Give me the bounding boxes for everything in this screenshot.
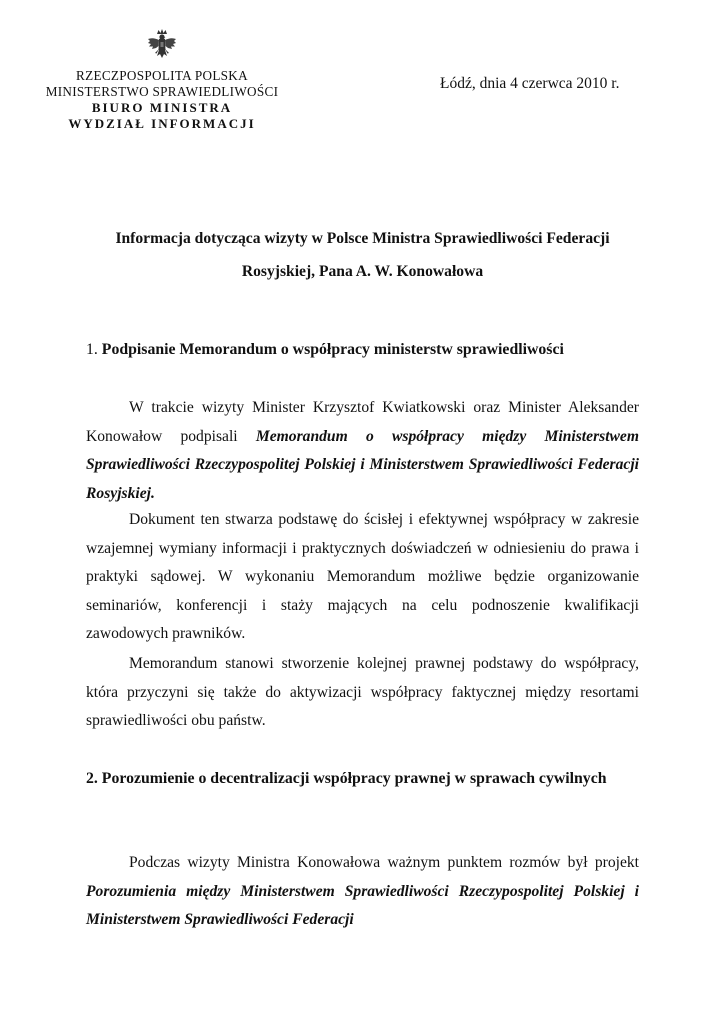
section-2-paragraph-1 <box>86 849 639 935</box>
section-1-paragraph-1 <box>86 394 639 508</box>
letterhead-line-country: RZECZPOSPOLITA POLSKA <box>76 68 248 83</box>
section-1-memorandum-title: Memorandum o współpracy między Ministerstwem Sprawiedliwości Rzeczypospolitej Polskiej i Ministerstwem Sprawiedliwości Federacji Rosyjskiej. <box>86 427 639 502</box>
section-1-paragraph-2-text: Dokument ten stwarza podstawę do ścisłej i efektywnej współpracy w zakresie wzajemnej wymiany informacji i praktycznych doświadczeń w odniesieniu do prawa i praktyki sądowej. W wykonaniu Memorandum możliwe będzie organizowanie seminariów, konferencji i staży mających na celu podnoszenie kwalifikacji zawodowych prawników. <box>86 511 639 642</box>
section-1-heading <box>86 336 639 364</box>
letterhead <box>22 68 302 132</box>
section-1-paragraph-1-text: W trakcie wizyty Minister Krzysztof Kwiatkowski oraz Minister Aleksander Konowałow podpisali <box>86 399 639 445</box>
section-2-agreement-title: Porozumienia między Ministerstwem Sprawiedliwości Rzeczypospolitej Polskiej i Ministerstwem Sprawiedliwości Federacji <box>86 882 639 928</box>
letterhead-line-office: BIURO MINISTRA <box>91 100 233 115</box>
section-1-paragraph-2 <box>86 506 639 649</box>
section-2-heading: 2. Porozumienie o decentralizacji współpracy prawnej w sprawach cywilnych <box>86 770 607 787</box>
section-2-paragraph-1-text: Podczas wizyty Ministra Konowałowa ważnym punktem rozmów był projekt <box>129 854 639 871</box>
polish-eagle-emblem-icon <box>146 28 178 62</box>
document-date: Łódź, dnia 4 czerwca 2010 r. <box>440 75 620 92</box>
document-title-line-1: Informacja dotycząca wizyty w Polsce Ministra Sprawiedliwości Federacji <box>115 230 610 247</box>
section-1-number: 1. <box>86 341 102 358</box>
letterhead-line-ministry: MINISTERSTWO SPRAWIEDLIWOŚCI <box>45 84 279 99</box>
document-title-line-2: Rosyjskiej, Pana A. W. Konowałowa <box>241 263 484 280</box>
section-1-heading-text: Podpisanie Memorandum o współpracy ministerstw sprawiedliwości <box>101 341 564 358</box>
document-title <box>86 222 639 288</box>
section-1-paragraph-3 <box>86 650 639 736</box>
section-1-paragraph-3-text: Memorandum stanowi stworzenie kolejnej prawnej podstawy do współpracy, która przyczyni się także do aktywizacji współpracy faktycznej między resortami sprawiedliwości obu państw. <box>86 655 639 729</box>
letterhead-line-department: WYDZIAŁ INFORMACJI <box>68 116 256 131</box>
